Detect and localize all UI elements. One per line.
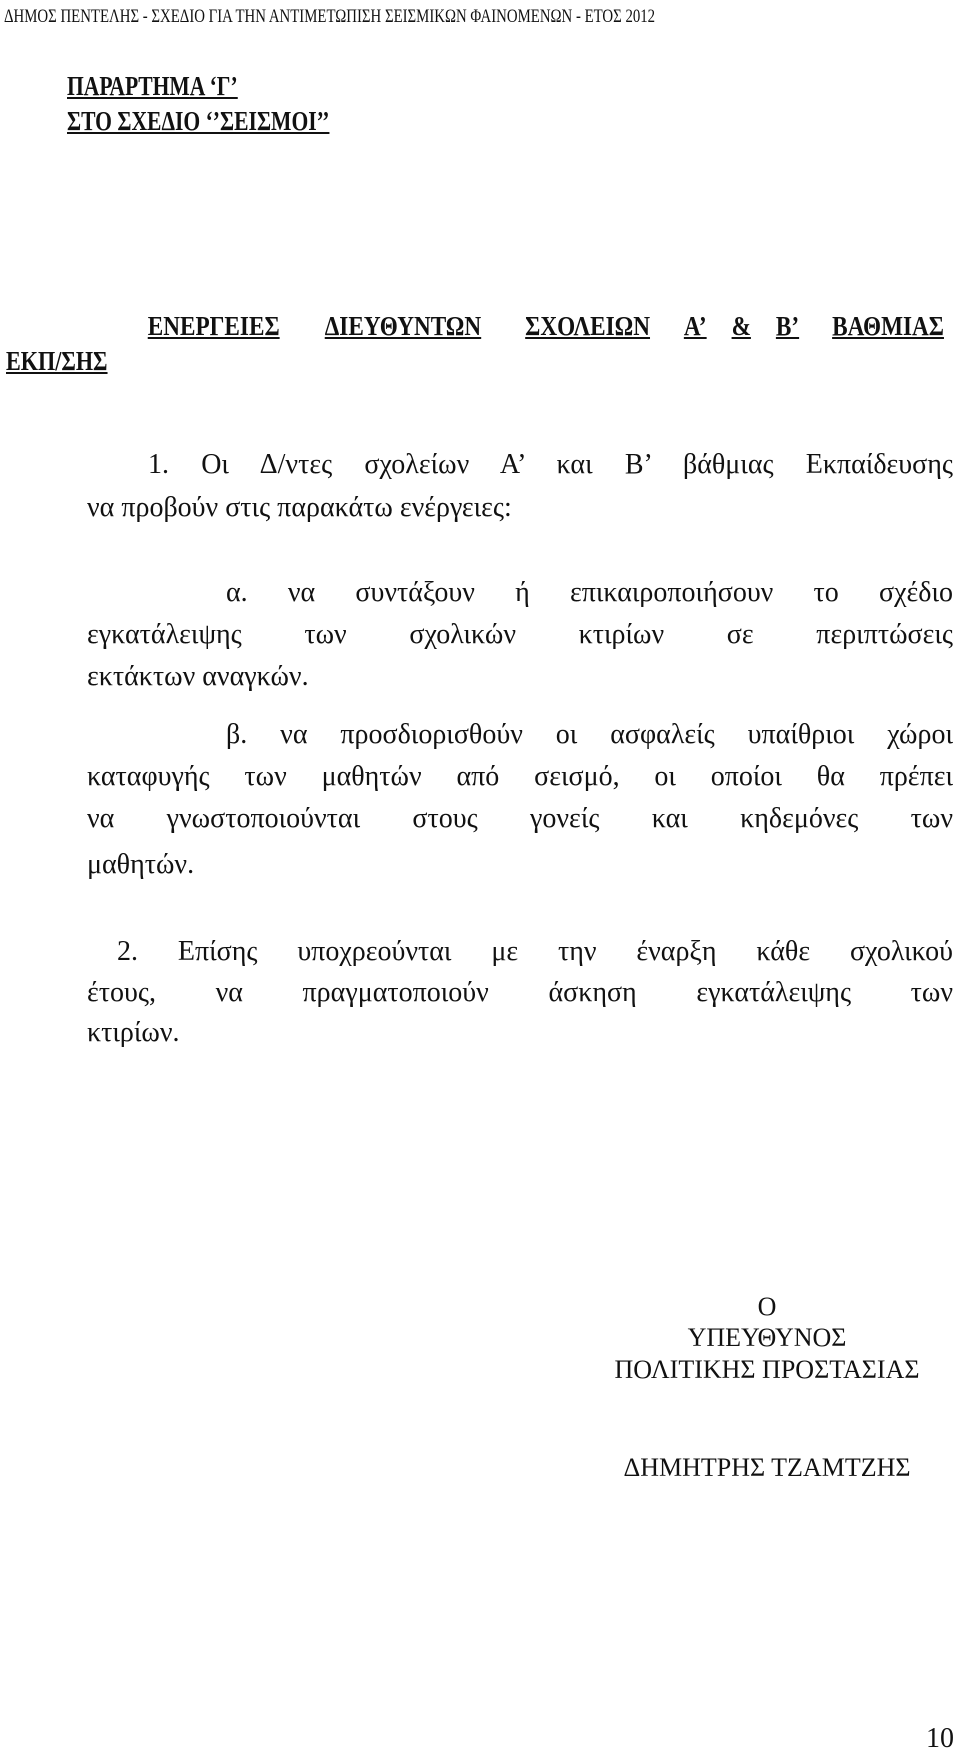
heading-word: ΕΝΕΡΓΕΙΕΣ — [147, 311, 280, 341]
section-heading — [137, 309, 953, 343]
paragraph-b-line: μαθητών. — [87, 849, 195, 880]
annex-subtitle: ΣΤΟ ΣΧΕΔΙΟ ‘’ΣΕΙΣΜΟΙ’’ — [67, 106, 330, 136]
signature-article: Ο — [757, 1292, 777, 1321]
paragraph-a-line: εκτάκτων αναγκών. — [87, 661, 309, 692]
paragraph-b-line: καταφυγής των μαθητών από σεισμό, οι οποίοι θα πρέπει — [87, 761, 953, 792]
heading-word: ΣΧΟΛΕΙΩΝ — [525, 311, 651, 341]
paragraph-2-line: κτιρίων. — [87, 1017, 180, 1048]
section-heading-continuation: ΕΚΠ/ΣΗΣ — [6, 346, 108, 376]
signature-department: ΠΟΛΙΤΙΚΗΣ ΠΡΟΣΤΑΣΙΑΣ — [614, 1355, 920, 1384]
signature-role: ΥΠΕΥΘΥΝΟΣ — [687, 1323, 847, 1352]
heading-word: ΒΑΘΜΙΑΣ — [831, 311, 944, 341]
paragraph-1-line: να προβούν στις παρακάτω ενέργειες: — [87, 492, 512, 523]
heading-word: Α’ — [684, 311, 707, 341]
annex-title: ΠΑΡΑΡΤΗΜΑ ‘Γ’ — [67, 71, 238, 101]
heading-word: Β’ — [776, 311, 800, 341]
paragraph-b-line: β. να προσδιορισθούν οι ασφαλείς υπαίθριοι χώροι — [226, 719, 953, 750]
heading-word: ΔΙΕΥΘΥΝΤΩΝ — [324, 311, 482, 341]
paragraph-2-line: 2. Επίσης υποχρεούνται με την έναρξη κάθε σχολικού — [117, 936, 953, 967]
paragraph-a-line: εγκατάλειψης των σχολικών κτιρίων σε περιπτώσεις — [87, 619, 953, 650]
paragraph-2-line: έτους, να πραγματοποιούν άσκηση εγκατάλειψης των — [87, 977, 953, 1008]
paragraph-b-line: να γνωστοποιούνται στους γονείς και κηδεμόνες των — [87, 803, 953, 834]
signature-name: ΔΗΜΗΤΡΗΣ ΤΖΑΜΤΖΗΣ — [623, 1453, 911, 1482]
heading-word: & — [731, 311, 752, 341]
paragraph-a-line: α. να συντάξουν ή επικαιροποιήσουν το σχέδιο — [226, 577, 953, 608]
page-header: ΔΗΜΟΣ ΠΕΝΤΕΛΗΣ - ΣΧΕΔΙΟ ΓΙΑ ΤΗΝ ΑΝΤΙΜΕΤΩΠΙΣΗ ΣΕΙΣΜΙΚΩΝ ΦΑΙΝΟΜΕΝΩΝ - ΕΤΟΣ 2012 — [4, 6, 656, 27]
paragraph-1-line: 1. Οι Δ/ντες σχολείων Α’ και Β’ βάθμιας Εκπαίδευσης — [148, 449, 953, 480]
page-number: 10 — [926, 1723, 954, 1754]
